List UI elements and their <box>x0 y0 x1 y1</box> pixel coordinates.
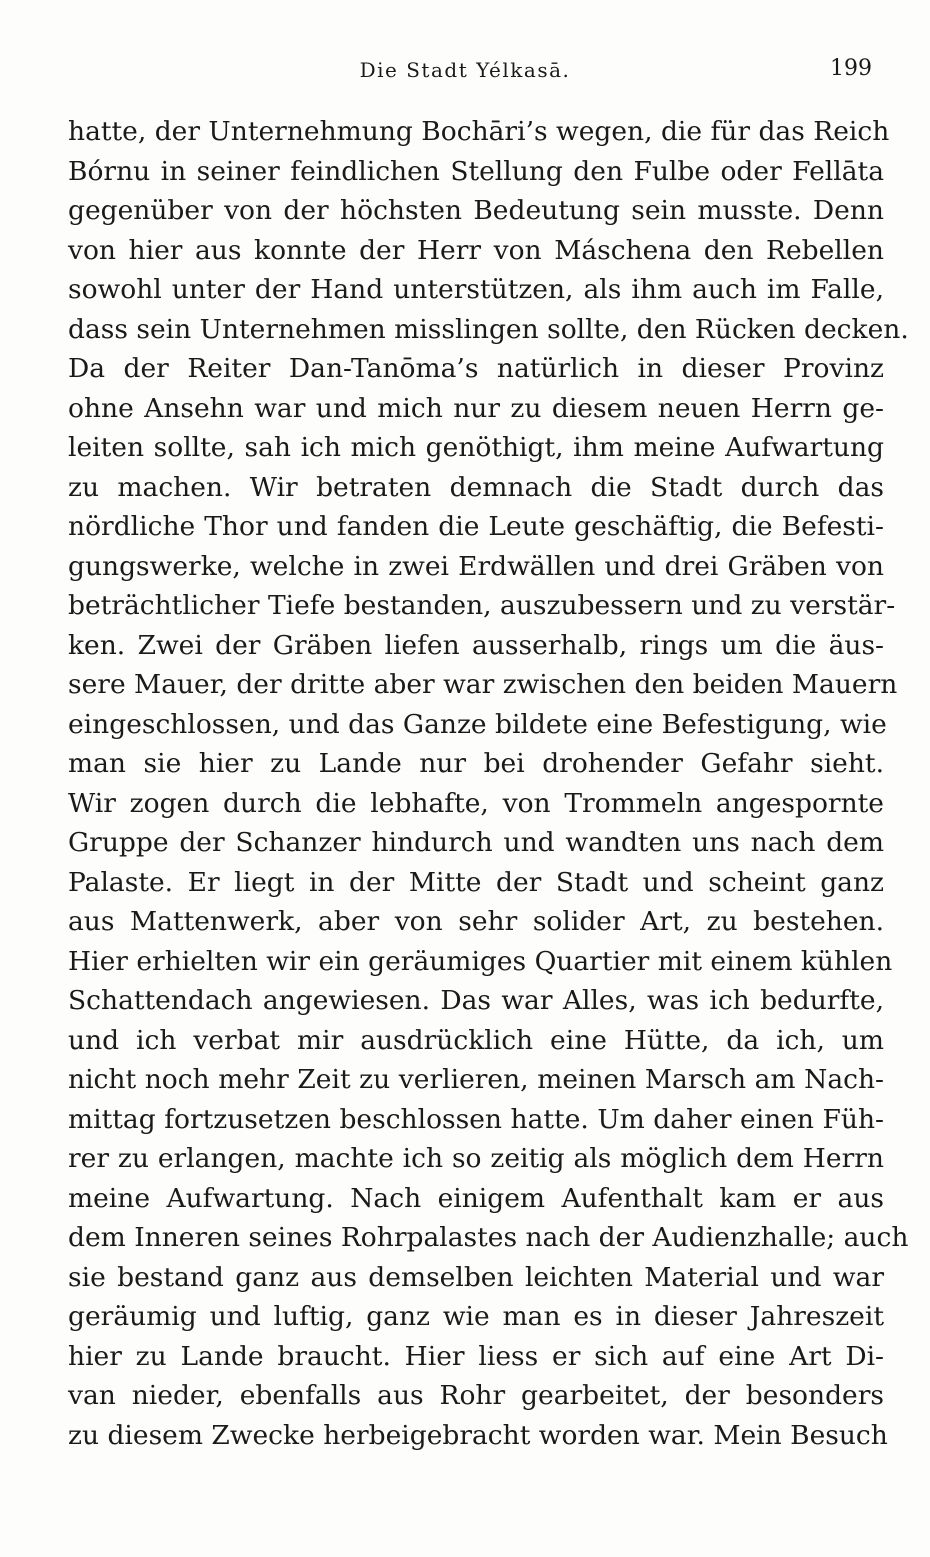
text-line: ken. Zwei der Gräben liefen ausserhalb, rings um die äus- <box>68 629 884 661</box>
text-line: Da der Reiter Dan-Tanōma’s natürlich in dieser Provinz <box>68 353 884 384</box>
text-line: zu diesem Zwecke herbeigebracht worden war. Mein Besuch <box>68 1419 888 1451</box>
text-line: aus Mattenwerk, aber von sehr solider Art, zu bestehen. <box>68 906 884 937</box>
text-line: Wir zogen durch die lebhafte, von Trommeln angespornte <box>68 787 884 819</box>
text-line: van nieder, ebenfalls aus Rohr gearbeitet, der besonders <box>68 1380 884 1411</box>
text-line: mittag fortzusetzen beschlossen hatte. Um daher einen Füh- <box>68 1103 884 1135</box>
text-line: beträchtlicher Tiefe bestanden, auszubessern und zu verstär- <box>68 590 896 621</box>
text-line: Hier erhielten wir ein geräumiges Quartier mit einem kühlen <box>68 945 893 977</box>
text-line: nicht noch mehr Zeit zu verlieren, meinen Marsch am Nach- <box>68 1064 884 1095</box>
text-line: dass sein Unternehmen misslingen sollte, den Rücken decken. <box>68 313 909 345</box>
text-line: meine Aufwartung. Nach einigem Aufenthalt kam er aus <box>68 1182 884 1214</box>
text-line: hatte, der Unternehmung Bochāri’s wegen, die für das Reich <box>68 116 890 147</box>
running-head <box>0 58 930 88</box>
text-line: sie bestand ganz aus demselben leichten Material und war <box>68 1261 884 1293</box>
text-line: gungswerke, welche in zwei Erdwällen und drei Gräben von <box>68 550 884 582</box>
text-line: Palaste. Er liegt in der Mitte der Stadt und scheint ganz <box>68 866 884 898</box>
text-line: sere Mauer, der dritte aber war zwischen den beiden Mauern <box>68 669 898 700</box>
text-line: hier zu Lande braucht. Hier liess er sich auf eine Art Di- <box>68 1340 884 1372</box>
running-title: Die Stadt Yélkasā. <box>359 58 571 82</box>
text-line: geräumig und luftig, ganz wie man es in dieser Jahreszeit <box>68 1301 884 1332</box>
text-line: ohne Ansehn war und mich nur zu diesem neuen Herrn ge- <box>68 392 884 424</box>
text-line: sowohl unter der Hand unterstützen, als ihm auch im Falle, <box>68 274 884 305</box>
text-line: zu machen. Wir betraten demnach die Stadt durch das <box>68 471 884 503</box>
text-line: dem Inneren seines Rohrpalastes nach der Audienzhalle; auch <box>68 1222 909 1253</box>
text-line: nördliche Thor und fanden die Leute geschäftig, die Befesti- <box>68 511 884 542</box>
text-line: und ich verbat mir ausdrücklich eine Hütte, da ich, um <box>68 1024 884 1056</box>
text-line: Schattendach angewiesen. Das war Alles, was ich bedurfte, <box>68 985 884 1016</box>
page-number: 199 <box>830 56 872 81</box>
text-line: Gruppe der Schanzer hindurch und wandten uns nach dem <box>68 827 884 858</box>
text-line: Bórnu in seiner feindlichen Stellung den Fulbe oder Fellāta <box>68 155 884 187</box>
text-line: gegenüber von der höchsten Bedeutung sein musste. Denn <box>68 195 884 226</box>
text-line: von hier aus konnte der Herr von Máschena den Rebellen <box>68 234 884 266</box>
text-line: rer zu erlangen, machte ich so zeitig als möglich dem Herrn <box>68 1143 884 1174</box>
text-line: leiten sollte, sah ich mich genöthigt, ihm meine Aufwartung <box>68 432 884 463</box>
body-text <box>68 112 909 1455</box>
text-line: man sie hier zu Lande nur bei drohender Gefahr sieht. <box>68 748 884 779</box>
text-line: eingeschlossen, und das Ganze bildete eine Befestigung, wie <box>68 708 887 740</box>
